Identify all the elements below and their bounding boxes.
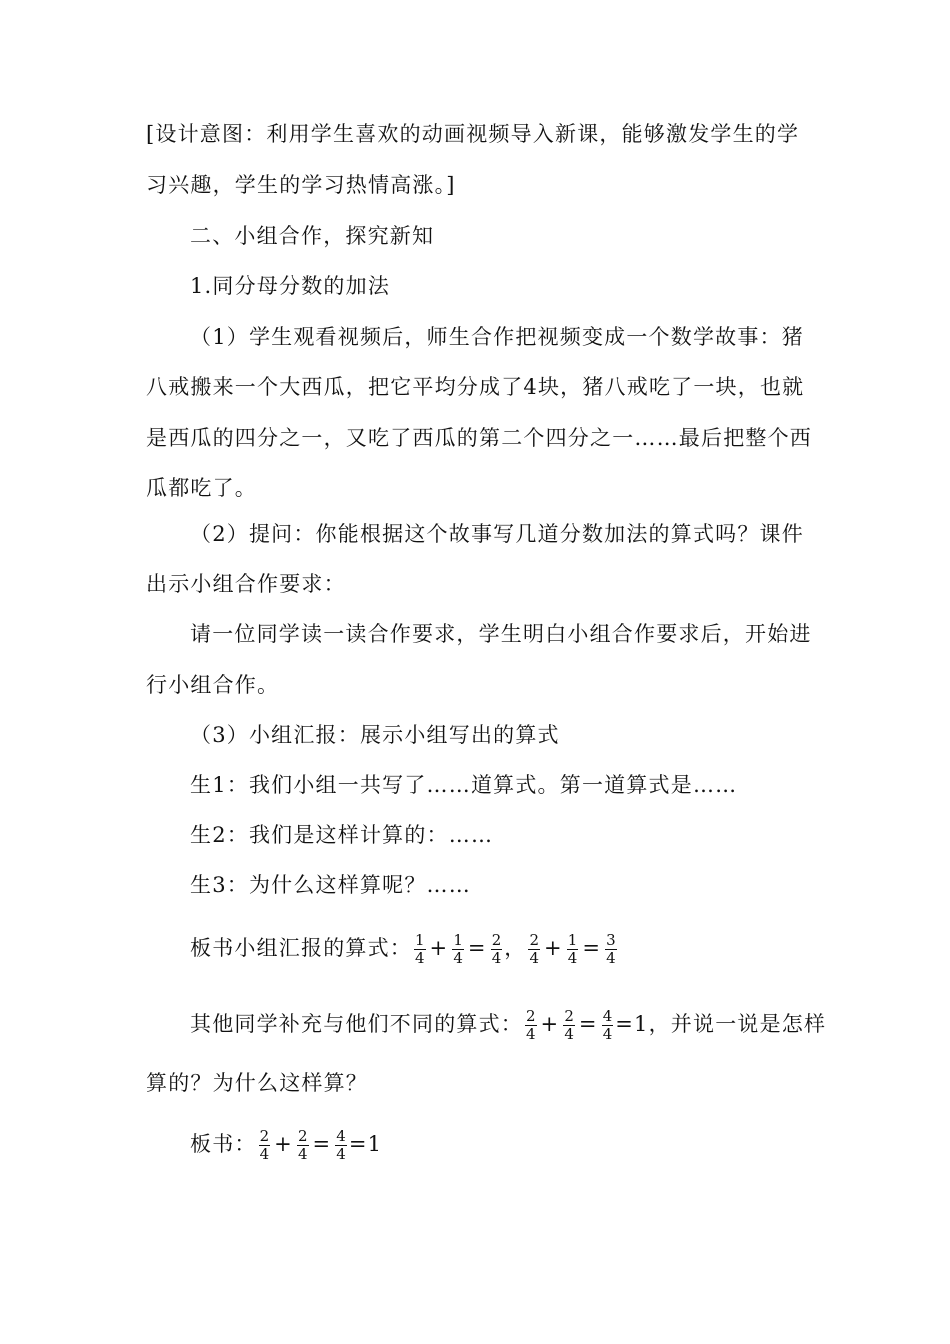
equals-sign: = xyxy=(582,936,602,960)
paragraph-2-line-3: 是西瓜的四分之一，又吃了西瓜的第二个四分之一……最后把整个西 xyxy=(146,426,812,450)
other-label: 其他同学补充与他们不同的算式： xyxy=(190,1012,523,1036)
fraction: $\frac{2}{4}$ xyxy=(529,931,539,967)
comma: ， xyxy=(504,936,527,960)
paragraph-5: （3）小组汇报：展示小组写出的算式 xyxy=(190,723,560,747)
fraction: $\frac{1}{4}$ xyxy=(453,931,463,967)
other-equation-line-2: 算的？为什么这样算？ xyxy=(146,1071,368,1095)
fraction: $\frac{4}{4}$ xyxy=(602,1007,613,1043)
fraction: $\frac{2}{4}$ xyxy=(526,1007,536,1043)
equals-one: =1 xyxy=(348,1132,383,1156)
plus-sign: + xyxy=(543,936,563,960)
paragraph-2-line-2: 八戒搬来一个大西瓜，把它平均分成了4块，猪八戒吃了一块，也就 xyxy=(146,375,805,399)
fraction: $\frac{1}{4}$ xyxy=(567,931,578,967)
fraction: $\frac{1}{4}$ xyxy=(415,931,425,967)
student-2-line: 生2：我们是这样计算的：…… xyxy=(190,823,494,847)
board-label: 板书： xyxy=(190,1132,257,1156)
fraction: $\frac{2}{4}$ xyxy=(297,1127,308,1163)
plus-sign: + xyxy=(274,1132,293,1156)
paragraph-3-line-1: （2）提问：你能根据这个故事写几道分数加法的算式吗？课件 xyxy=(190,522,804,546)
fraction: $\frac{2}{4}$ xyxy=(564,1007,574,1043)
fraction: $\frac{2}{4}$ xyxy=(491,931,502,967)
board-label: 板书小组汇报的算式： xyxy=(190,936,412,960)
section-heading: 二、小组合作，探究新知 xyxy=(190,224,435,248)
board-writing-equations-1 xyxy=(190,932,619,967)
paragraph-4-line-2: 行小组合作。 xyxy=(146,673,280,697)
equals-one: =1 xyxy=(615,1012,649,1036)
design-intent-line-1: [设计意图：利用学生喜欢的动画视频导入新课，能够激发学生的学 xyxy=(146,122,800,146)
other-equation-line-1 xyxy=(190,1008,826,1043)
paragraph-3-line-2: 出示小组合作要求： xyxy=(146,572,346,596)
other-suffix: ，并说一说是怎样 xyxy=(648,1012,827,1036)
fraction: $\frac{4}{4}$ xyxy=(336,1127,346,1163)
equals-sign: = xyxy=(578,1012,598,1036)
student-3-line: 生3：为什么这样算呢？…… xyxy=(190,873,471,897)
paragraph-4-line-1: 请一位同学读一读合作要求，学生明白小组合作要求后，开始进 xyxy=(190,622,812,646)
plus-sign: + xyxy=(540,1012,560,1036)
fraction: $\frac{2}{4}$ xyxy=(259,1127,270,1163)
plus-sign: + xyxy=(429,936,449,960)
board-writing-equation-2 xyxy=(190,1128,382,1163)
equals-sign: = xyxy=(312,1132,332,1156)
paragraph-2-line-4: 瓜都吃了。 xyxy=(146,476,257,500)
paragraph-2-line-1: （1）学生观看视频后，师生合作把视频变成一个数学故事：猪 xyxy=(190,325,804,349)
equals-sign: = xyxy=(467,936,487,960)
design-intent-line-2: 习兴趣，学生的学习热情高涨。] xyxy=(146,173,456,197)
student-1-line: 生1：我们小组一共写了……道算式。第一道算式是…… xyxy=(190,773,738,797)
fraction: $\frac{3}{4}$ xyxy=(606,931,616,967)
subsection-heading: 1.同分母分数的加法 xyxy=(190,274,391,298)
